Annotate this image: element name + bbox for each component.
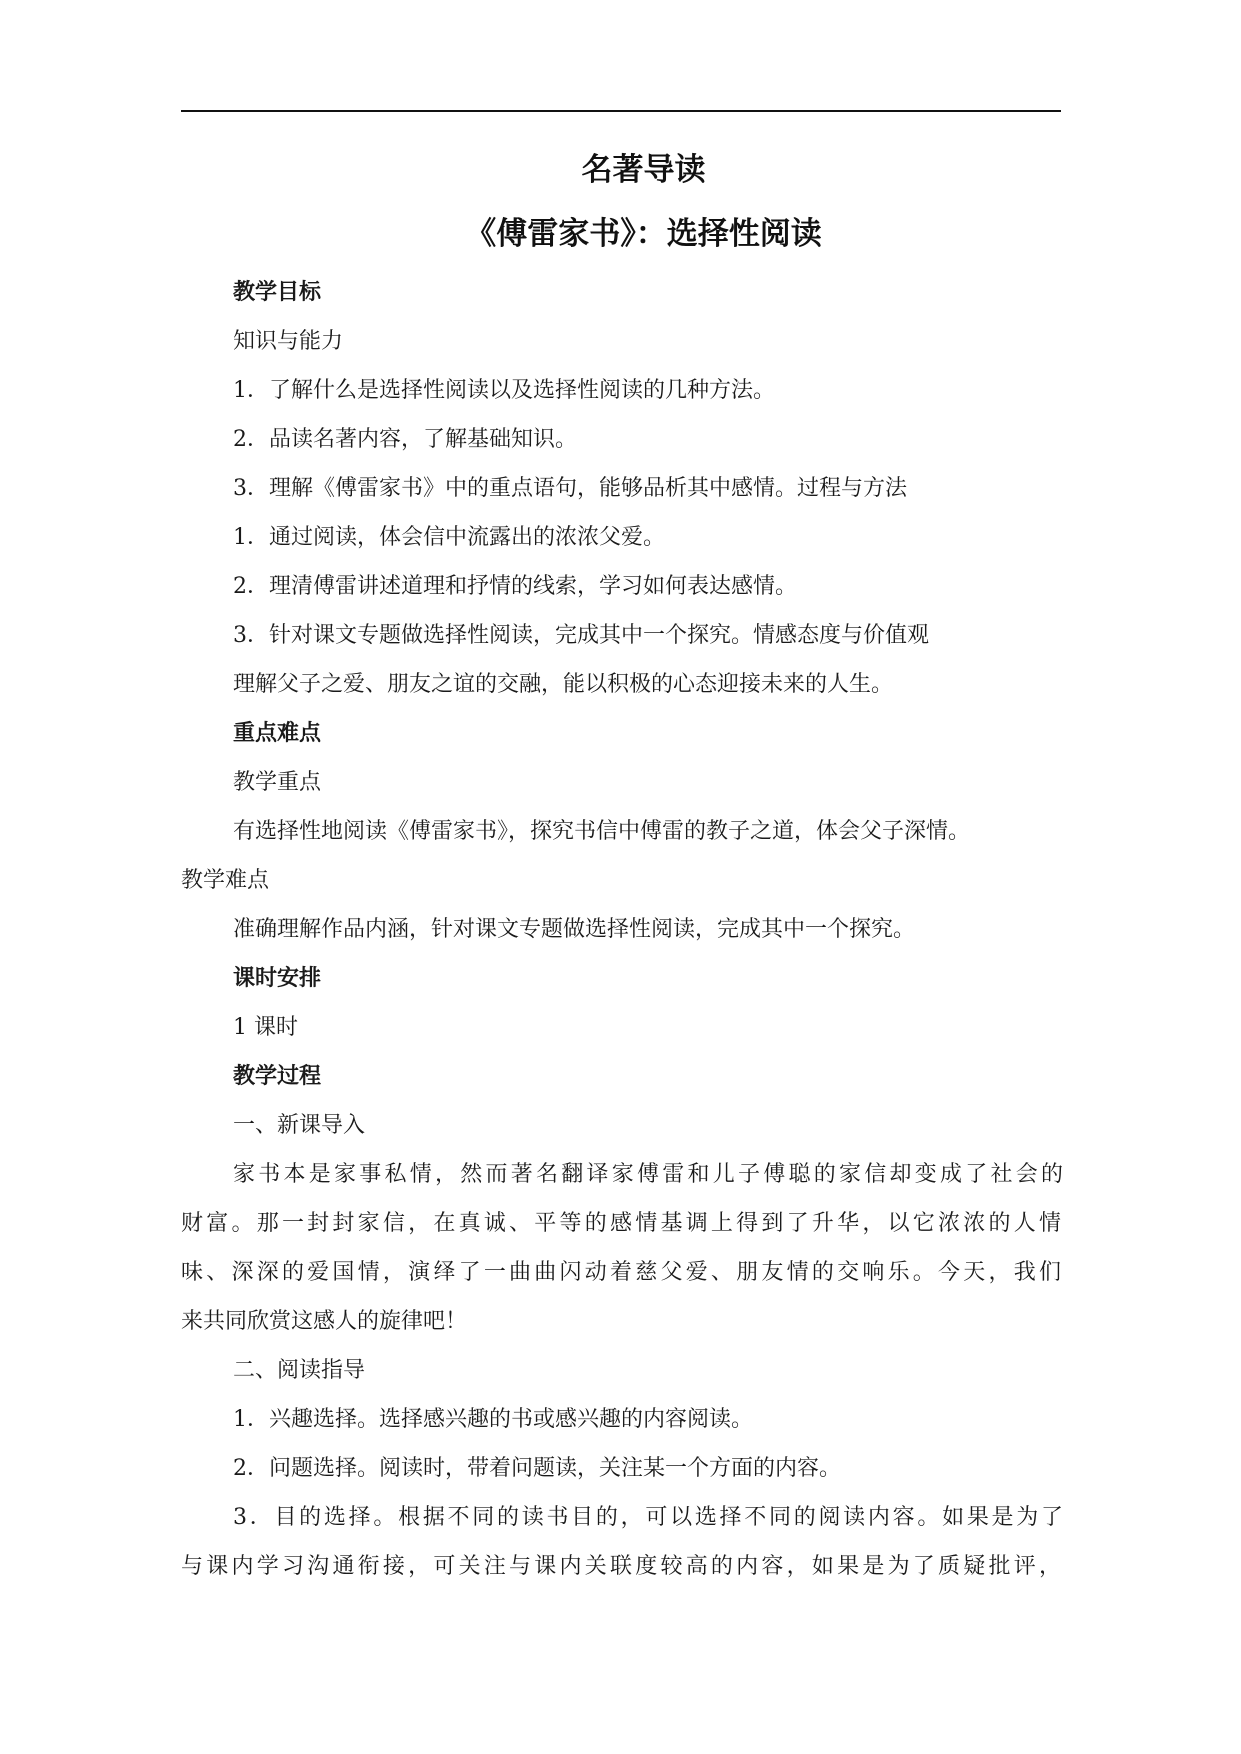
intro-paragraph-line: 家书本是家事私情，然而著名翻译家傅雷和儿子傅聪的家信却变成了社会的	[233, 1162, 1063, 1187]
doc-subtitle: 《傅雷家书》：选择性阅读	[465, 216, 822, 252]
guide-heading: 二、阅读指导	[233, 1358, 366, 1383]
process-item-2: 2．理清傅雷讲述道理和抒情的线索，学习如何表达感情。	[233, 574, 797, 599]
process-heading: 教学过程	[233, 1064, 322, 1089]
guide-item-3-cont: 与课内学习沟通衔接，可关注与课内关联度较高的内容，如果是为了质疑批评，	[181, 1554, 1061, 1579]
schedule-text: 1 课时	[233, 1015, 298, 1040]
guide-item-3: 3．目的选择。根据不同的读书目的，可以选择不同的阅读内容。如果是为了	[233, 1505, 1063, 1530]
knowledge-item-1: 1．了解什么是选择性阅读以及选择性阅读的几种方法。	[233, 378, 775, 403]
difficulty-text: 准确理解作品内涵，针对课文专题做选择性阅读，完成其中一个探究。	[233, 917, 916, 942]
header-rule	[181, 110, 1061, 112]
intro-heading: 一、新课导入	[233, 1113, 366, 1138]
guide-item-1: 1．兴趣选择。选择感兴趣的书或感兴趣的内容阅读。	[233, 1407, 753, 1432]
knowledge-heading: 知识与能力	[233, 329, 344, 354]
intro-paragraph-line: 财富。那一封封家信，在真诚、平等的感情基调上得到了升华，以它浓浓的人情	[181, 1211, 1061, 1236]
key-heading: 重点难点	[233, 721, 322, 746]
focus-text: 有选择性地阅读《傅雷家书》，探究书信中傅雷的教子之道，体会父子深情。	[233, 819, 971, 844]
process-item-1: 1．通过阅读，体会信中流露出的浓浓父爱。	[233, 525, 665, 550]
knowledge-item-3: 3．理解《傅雷家书》中的重点语句，能够品析其中感情。过程与方法	[233, 476, 907, 501]
knowledge-item-2: 2．品读名著内容，了解基础知识。	[233, 427, 577, 452]
process-item-3: 3．针对课文专题做选择性阅读，完成其中一个探究。情感态度与价值观	[233, 623, 929, 648]
schedule-heading: 课时安排	[233, 966, 322, 991]
focus-heading: 教学重点	[233, 770, 322, 795]
emotion-item-1: 理解父子之爱、朋友之谊的交融，能以积极的心态迎接未来的人生。	[233, 672, 894, 697]
difficulty-heading: 教学难点	[181, 868, 270, 893]
intro-paragraph-line: 味、深深的爱国情，演绎了一曲曲闪动着慈父爱、朋友情的交响乐。今天，我们	[181, 1260, 1061, 1285]
guide-item-2: 2．问题选择。阅读时，带着问题读，关注某一个方面的内容。	[233, 1456, 841, 1481]
intro-paragraph-line: 来共同欣赏这感人的旋律吧！	[181, 1309, 468, 1334]
doc-title: 名著导读	[581, 152, 706, 188]
goals-heading: 教学目标	[233, 280, 322, 305]
